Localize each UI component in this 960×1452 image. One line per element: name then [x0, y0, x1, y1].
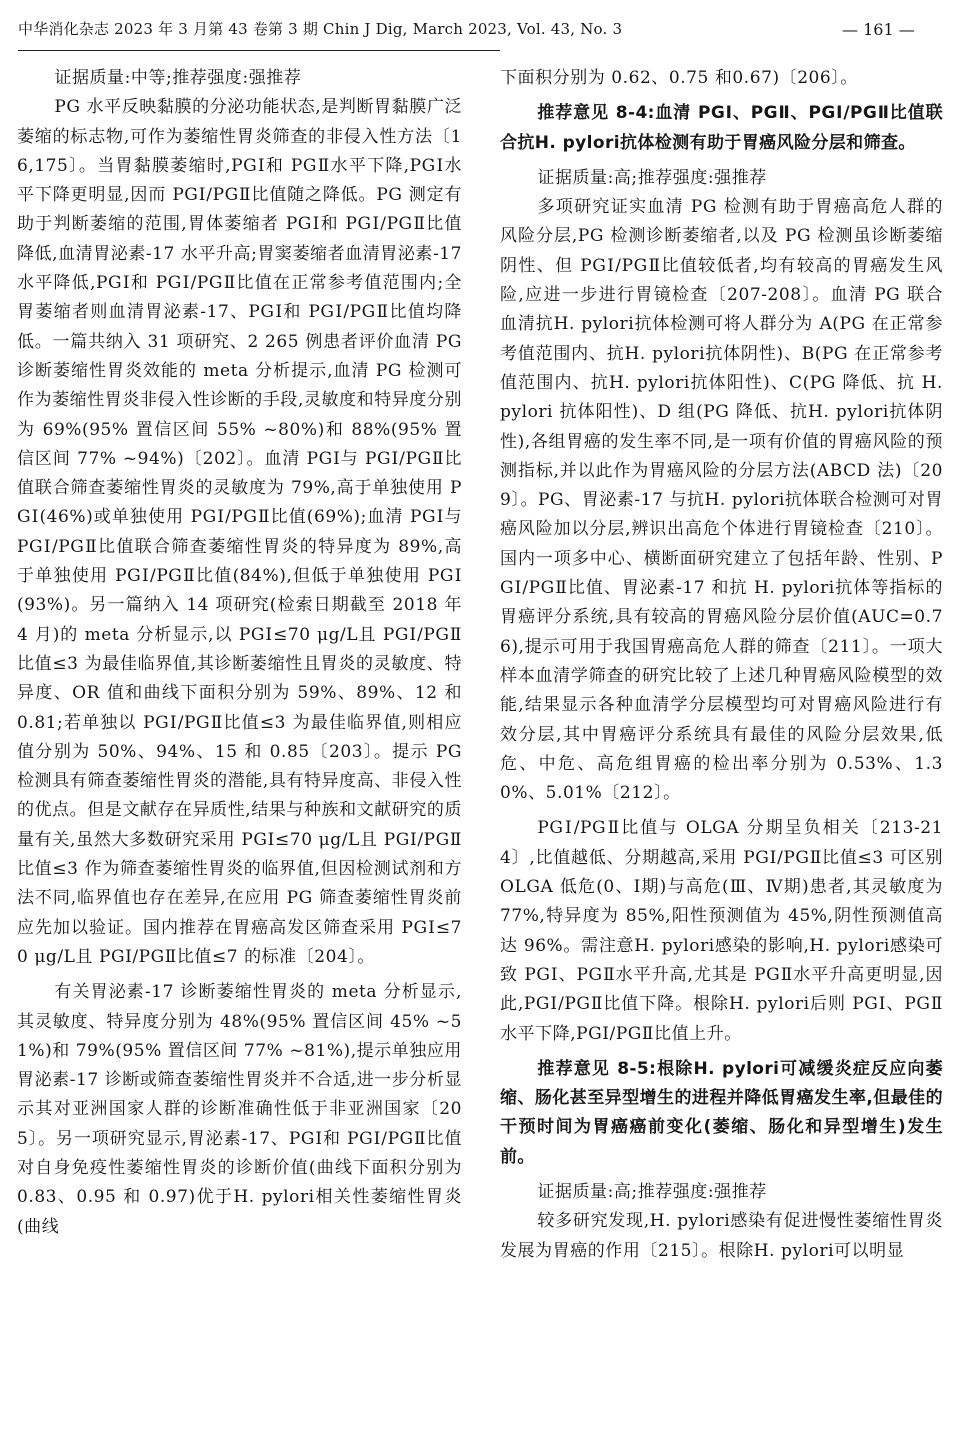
- running-header: [0, 10, 960, 40]
- evidence-quality-line: 证据质量:高;推荐强度:强推荐: [537, 167, 767, 188]
- body-paragraph: PG 水平反映黏膜的分泌功能状态,是判断胃黏膜广泛萎缩的标志物,可作为萎缩性胃炎筛查的非侵入性方法〔16,175〕。当胃黏膜萎缩时,PGⅠ和 PGⅡ水平下降,PGⅠ水平下降更明显,因而 PGⅠ/PGⅡ比值随之降低。PG 测定有助于判断萎缩的范围,胃体萎缩者 PGⅠ和 PGⅠ/PGⅡ比值降低,血清胃泌素-17 水平升高;胃窦萎缩者血清胃泌素-17 水平降低,PGⅠ和 PGⅠ/PGⅡ比值在正常参考值范围内;全胃萎缩者则血清胃泌素-17、PGⅠ和 PGⅠ/PGⅡ比值均降低。一篇共纳入 31 项研究、2 265 例患者评价血清 PG 诊断萎缩性胃炎效能的 meta 分析提示,血清 PG 检测可作为萎缩性胃炎非侵入性诊断的手段,灵敏度和特异度分别为 69%(95% 置信区间 55% ~80%)和 88%(95% 置信区间 77% ~94%)〔202〕。血清 PGⅠ与 PGⅠ/PGⅡ比值联合筛查萎缩性胃炎的灵敏度为 79%,高于单独使用 PGⅠ(46%)或单独使用 PGⅠ/PGⅡ比值(69%);血清 PGⅠ与 PGⅠ/PGⅡ比值联合筛查萎缩性胃炎的特异度为 89%,高于单独使用 PGⅠ/PGⅡ比值(84%),但低于单独使用 PGⅠ(93%)。另一篇纳入 14 项研究(检索日期截至 2018 年 4 月)的 meta 分析显示,以 PGⅠ≤70 μg/L且 PGⅠ/PGⅡ比值≤3 为最佳临界值,其诊断萎缩性且胃炎的灵敏度、特异度、OR 值和曲线下面积分别为 59%、89%、12 和 0.81;若单独以 PGⅠ/PGⅡ比值≤3 为最佳临界值,则相应值分别为 50%、94%、15 和 0.85〔203〕。提示 PG 检测具有筛查萎缩性胃炎的潜能,具有特异度高、非侵入性的优点。但是文献存在异质性,结果与种族和文献研究的质量有关,虽然大多数研究采用 PGⅠ≤70 μg/L且 PGⅠ/PGⅡ比值≤3 作为筛查萎缩性胃炎的临界值,但因检测试剂和方法不同,临界值也存在差异,在应用 PG 筛查萎缩性胃炎前应先加以验证。国内推荐在胃癌高发区筛查采用 PGⅠ≤70 μg/L且 PGⅠ/PGⅡ比值≤7 的标准〔204〕。: [17, 97, 462, 967]
- header-rule: [18, 50, 500, 51]
- body-paragraph-continued: 下面积分别为 0.62、0.75 和0.67)〔206〕。: [500, 68, 858, 88]
- recommendation-8-5: 推荐意见 8-5:根除H. pylori可减缓炎症反应向萎缩、肠化甚至异型增生的进程并降低胃癌发生率,但最佳的干预时间为胃癌癌前变化(萎缩、肠化和异型增生)发生前。: [500, 1058, 943, 1167]
- body-paragraph: 较多研究发现,H. pylori感染有促进慢性萎缩性胃炎发展为胃癌的作用〔215〕。根除H. pylori可以明显: [500, 1211, 943, 1261]
- body-paragraph: PGⅠ/PGⅡ比值与 OLGA 分期呈负相关〔213-214〕,比值越低、分期越高,采用 PGⅠ/PGⅡ比值≤3 可区别 OLGA 低危(0、Ⅰ期)与高危(Ⅲ、Ⅳ期)患者,其灵敏度为 77%,特异度为 85%,阳性预测值为 45%,阴性预测值高达 96%。需注意H. pylori感染的影响,H. pylori感染可致 PGⅠ、PGⅡ水平升高,尤其是 PGⅡ水平升高更明显,因此,PGⅠ/PGⅡ比值下降。根除H. pylori后则 PGⅠ、PGⅡ水平下降,PGⅠ/PGⅡ比值上升。: [500, 818, 943, 1044]
- journal-citation-line: 中华消化杂志 2023 年 3 月第 43 卷第 3 期 Chin J Dig, March 2023, Vol. 43, No. 3: [18, 20, 623, 38]
- evidence-quality-line: 证据质量:高;推荐强度:强推荐: [537, 1181, 767, 1202]
- right-column: [500, 64, 943, 1452]
- evidence-quality-line: 证据质量:中等;推荐强度:强推荐: [54, 68, 302, 88]
- body-paragraph: 有关胃泌素-17 诊断萎缩性胃炎的 meta 分析显示,其灵敏度、特异度分别为 48%(95% 置信区间 45% ~51%)和 79%(95% 置信区间 77% ~81%),提示单独应用胃泌素-17 诊断或筛查萎缩性胃炎并不合适,进一步分析显示其对亚洲国家人群的诊断准确性低于非亚洲国家〔205〕。另一项研究显示,胃泌素-17、PGⅠ和 PGⅠ/PGⅡ比值对自身免疫性萎缩性胃炎的诊断价值(曲线下面积分别为 0.83、0.95 和 0.97)优于H. pylori相关性萎缩性胃炎(曲线: [17, 982, 462, 1237]
- left-column: [17, 64, 462, 1452]
- recommendation-8-4: 推荐意见 8-4:血清 PGⅠ、PGⅡ、PGⅠ/PGⅡ比值联合抗H. pylori抗体检测有助于胃癌风险分层和筛查。: [500, 103, 943, 153]
- body-paragraph: 多项研究证实血清 PG 检测有助于胃癌高危人群的风险分层,PG 检测诊断萎缩者,以及 PG 检测虽诊断萎缩阴性、但 PGⅠ/PGⅡ比值较低者,均有较高的胃癌发生风险,应进一步进行胃镜检查〔207-208〕。血清 PG 联合血清抗H. pylori抗体检测可将人群分为 A(PG 在正常参考值范围内、抗H. pylori抗体阴性)、B(PG 在正常参考值范围内、抗H. pylori抗体阳性)、C(PG 降低、抗 H. pylori 抗体阳性)、D 组(PG 降低、抗H. pylori抗体阴性),各组胃癌的发生率不同,是一项有价值的胃癌风险的预测指标,并以此作为胃癌风险的分层方法(ABCD 法)〔209〕。PG、胃泌素-17 与抗H. pylori抗体联合检测可对胃癌风险加以分层,辨识出高危个体进行胃镜检查〔210〕。国内一项多中心、横断面研究建立了包括年龄、性别、PGⅠ/PGⅡ比值、胃泌素-17 和抗 H. pylori抗体等指标的胃癌评分系统,具有较高的胃癌风险分层价值(AUC=0.76),提示可用于我国胃癌高危人群的筛查〔211〕。一项大样本血清学筛查的研究比较了上述几种胃癌风险模型的效能,结果显示各种血清学分层模型均可对胃癌风险进行有效分层,其中胃癌评分系统具有最佳的风险分层效果,低危、中危、高危组胃癌的检出率分别为 0.53%、1.30%、5.01%〔212〕。: [500, 197, 943, 804]
- page-number: — 161 —: [842, 20, 915, 39]
